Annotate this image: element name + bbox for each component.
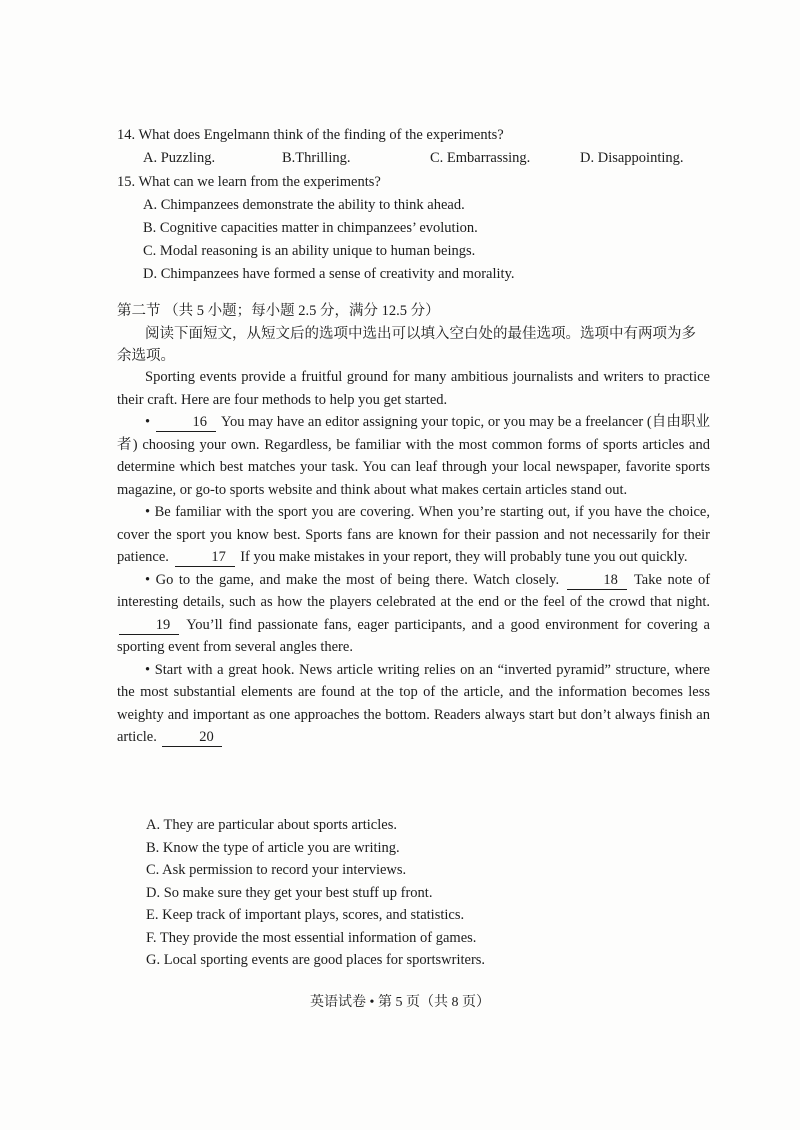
passage-intro: Sporting events provide a fruitful ground for many ambitious journalists and writers to practice their craft. Here are four methods to help you get started. [117, 369, 710, 408]
paragraph-3-text-before: Go to the game, and make the most of being there. Watch closely. [155, 571, 560, 588]
choice-g: G. Local sporting events are good places for sportswriters. [146, 952, 486, 968]
paragraph-1-text: You may have an editor assigning your topic, or you may be a freelancer (自由职业者) choosing your own. Regardless, be familiar with the most common forms of sports articles and determine which best matches your task. You can leaf through your local newspaper, favorite sports magazine, or go-to sports website and think about what makes certain articles stand out. [117, 414, 711, 498]
section-2-header [117, 300, 710, 368]
blank-20: 20 [162, 728, 222, 747]
choice-c: C. Ask permission to record your interviews. [146, 862, 407, 878]
question-15-stem: 15. What can we learn from the experiments? [117, 174, 381, 190]
q14-option-b: B.Thrilling. [282, 150, 351, 166]
passage-paragraph-1 [117, 411, 710, 501]
q15-option-c: C. Modal reasoning is an ability unique to human beings. [143, 243, 476, 259]
bullet: • [145, 571, 151, 588]
passage-paragraph-4 [117, 659, 710, 749]
bullet: • [145, 504, 151, 520]
choice-a: A. They are particular about sports articles. [146, 817, 397, 833]
choice-e: E. Keep track of important plays, scores, and statistics. [146, 907, 465, 923]
section-instructions: 阅读下面短文，从短文后的选项中选出可以填入空白处的最佳选项。选项中有两项为多余选项。 [117, 325, 696, 364]
q15-option-a: A. Chimpanzees demonstrate the ability to think ahead. [143, 197, 465, 213]
passage [117, 366, 710, 749]
bullet: • [145, 414, 151, 430]
question-14 [117, 124, 717, 169]
q14-option-a: A. Puzzling. [143, 150, 216, 166]
paragraph-3-text-middle: Take note of interesting details, such as how the players celebrated at the end or the feel of the crowd that night. [117, 571, 711, 610]
choice-b: B. Know the type of article you are writing. [146, 839, 400, 856]
blank-18: 18 [567, 571, 627, 590]
question-15 [117, 171, 717, 286]
paragraph-4-text: Start with a great hook. News article writing relies on an “inverted pyramid” structure, where the most substantial elements are found at the top of the article, and the information becomes less weighty and important as one approaches the bottom. Readers always start but don’t always finish an article. [117, 661, 710, 745]
paragraph-2-text-after: If you make mistakes in your report, they will probably tune you out quickly. [240, 549, 688, 565]
page-footer: 英语试卷 • 第 5 页（共 8 页） [310, 995, 490, 1010]
passage-paragraph-2 [117, 501, 710, 569]
paragraph-2-text-before: Be familiar with the sport you are covering. When you’re starting out, if you have the choice, cover the sport you know best. Sports fans are known for their passion and not necessarily for their patience. [117, 504, 710, 565]
q15-option-d: D. Chimpanzees have formed a sense of creativity and morality. [143, 266, 515, 282]
choice-f: F. They provide the most essential information of games. [146, 929, 477, 946]
q15-option-b: B. Cognitive capacities matter in chimpanzees’ evolution. [143, 220, 478, 236]
q14-option-d: D. Disappointing. [580, 150, 684, 166]
paragraph-3-text-after: You’ll find passionate fans, eager participants, and a good environment for covering a sporting event from several angles there. [117, 616, 710, 655]
section-title: 第二节 （共 5 小题；每小题 2.5 分，满分 12.5 分） [117, 303, 440, 319]
question-14-stem: 14. What does Engelmann think of the finding of the experiments? [117, 127, 504, 143]
choice-d: D. So make sure they get your best stuff up front. [146, 884, 433, 901]
bullet: • [145, 661, 151, 678]
blank-19: 19 [119, 616, 179, 635]
answer-choices [146, 814, 706, 972]
q14-option-c: C. Embarrassing. [430, 150, 531, 166]
blank-16: 16 [156, 413, 216, 432]
question-14-options [117, 147, 717, 169]
passage-paragraph-3 [117, 569, 710, 659]
blank-17: 17 [175, 548, 235, 567]
